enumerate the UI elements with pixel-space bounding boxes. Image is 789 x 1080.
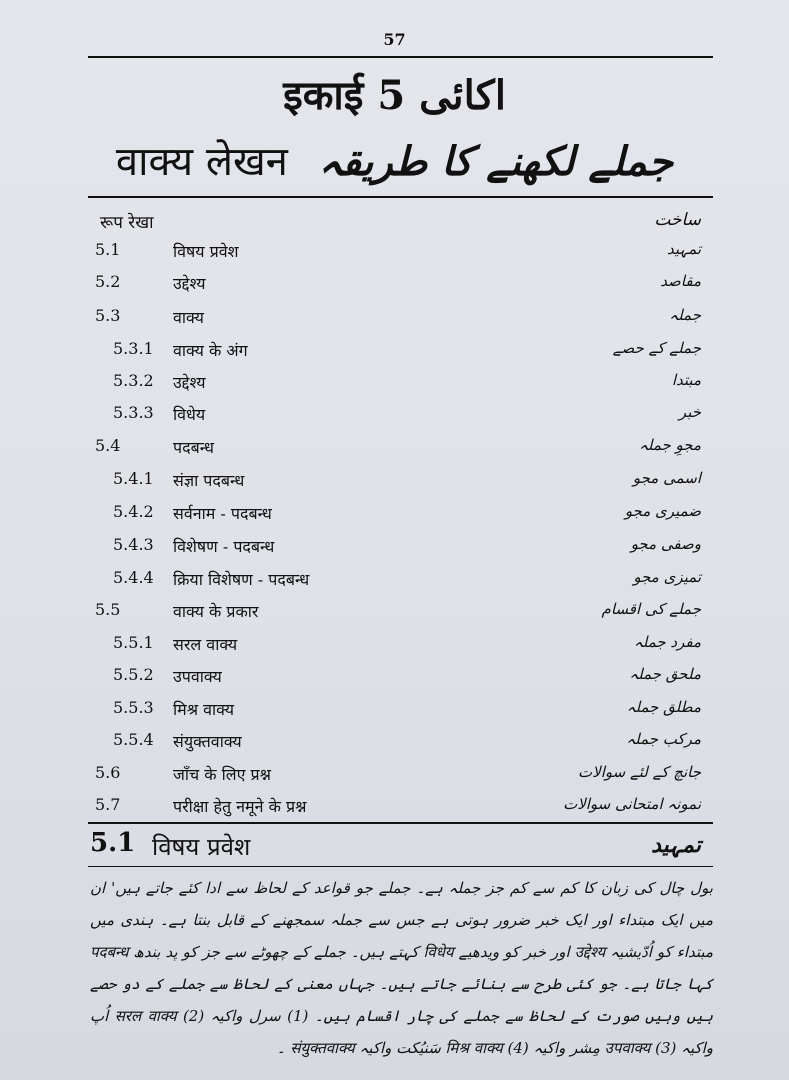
toc-label-urdu: خبر xyxy=(678,403,701,421)
section-bottom-rule xyxy=(88,866,713,867)
toc-row xyxy=(0,502,789,528)
page-number: 57 xyxy=(383,30,406,49)
toc-number: 5.5.1 xyxy=(113,633,154,652)
toc-label-hindi: वाक्य के प्रकार xyxy=(173,602,259,621)
toc-number: 5.3 xyxy=(95,306,121,325)
toc-row xyxy=(0,633,789,659)
header-rule xyxy=(88,56,713,58)
toc-label-hindi: जाँच के लिए प्रश्न xyxy=(173,765,271,784)
chapter-title-urdu: جملے لکھنے کا طریقہ xyxy=(318,138,674,185)
toc-row xyxy=(0,436,789,462)
toc-label-hindi: उपवाक्य xyxy=(173,667,222,686)
toc-label-urdu: مبتدا xyxy=(671,371,701,389)
toc-number: 5.5.4 xyxy=(113,730,154,749)
toc-label-hindi: वाक्य के अंग xyxy=(173,341,248,360)
toc-label-urdu: جملے کی اقسام xyxy=(601,600,701,618)
toc-number: 5.3.2 xyxy=(113,371,154,390)
toc-label-hindi: उद्देश्य xyxy=(173,373,206,392)
toc-label-hindi: संयुक्तवाक्य xyxy=(173,732,242,751)
toc-row xyxy=(0,240,789,266)
outline-heading-hindi: रूप रेखा xyxy=(100,213,154,233)
toc-label-urdu: اسمی مجو xyxy=(632,469,701,487)
toc-number: 5.4.3 xyxy=(113,535,154,554)
intro-paragraph: بول چال کی زبان کا کم سے کم جز جملہ ہے۔ جملے جو قواعد کے لحاظ سے ادا کئے جاتے ہیں' ان میں ایک مبتداء اور ایک خبر ضرور ہوتی ہے جس سے جملہ سمجھنے کے قابل بنتا ہے۔ ہندی میں مبتداء کو اُدّیشیہ उद्देश्य اور خبر کو ویدھیے विधेय کہتے ہیں۔ جملے کے چھوٹے سے جز کو پد بندھ पदबन्ध کہا جاتا ہے۔ جو کئی طرح سے بنائے جاتے ہیں۔ جہاں معنی کے لحاظ سے جملے کے دو حصے ہیں وہیں صورت کے لحاظ سے جملے کی چار اقسام ہیں۔ (1) سرل واکیہ सरल वाक्य (2) اُپ واکیہ उपवाक्य (3) مِشر واکیہ मिश्र वाक्य (4) سَنیُکت واکیہ संयुक्तवाक्य ۔ xyxy=(90,879,713,1057)
toc-label-hindi: संज्ञा पदबन्ध xyxy=(173,471,245,490)
toc-number: 5.5.3 xyxy=(113,698,154,717)
toc-number: 5.3.3 xyxy=(113,403,154,422)
toc-label-hindi: विषय प्रवेश xyxy=(173,242,239,261)
toc-row xyxy=(0,306,789,332)
toc-row xyxy=(0,272,789,298)
toc-row xyxy=(0,403,789,429)
toc-label-hindi: विशेषण - पदबन्ध xyxy=(173,537,275,556)
section-top-rule xyxy=(88,822,713,824)
toc-label-urdu: مرکب جملہ xyxy=(626,730,701,748)
toc-row xyxy=(0,469,789,495)
toc-label-hindi: पदबन्ध xyxy=(173,438,214,457)
section-title-urdu: تمہید xyxy=(651,832,701,858)
chapter-title-hindi: वाक्य लेखन xyxy=(115,139,288,185)
toc-row xyxy=(0,600,789,626)
section-title-hindi: विषय प्रवेश xyxy=(152,833,251,861)
toc-label-urdu: جملہ xyxy=(669,306,701,324)
toc-label-urdu: جانچ کے لئے سوالات xyxy=(578,763,701,781)
toc-number: 5.1 xyxy=(95,240,121,259)
toc-label-hindi: वाक्य xyxy=(173,308,204,327)
toc-label-urdu: جملے کے حصے xyxy=(612,339,701,357)
toc-number: 5.4.1 xyxy=(113,469,154,488)
toc-label-urdu: نمونہ امتحانی سوالات xyxy=(563,795,701,813)
toc-row xyxy=(0,795,789,821)
toc-row xyxy=(0,730,789,756)
toc-row xyxy=(0,568,789,594)
outline-heading-urdu: ساخت xyxy=(654,210,701,230)
toc-label-hindi: उद्देश्य xyxy=(173,274,206,293)
toc-row xyxy=(0,698,789,724)
toc-label-hindi: सरल वाक्य xyxy=(173,635,238,654)
toc-row xyxy=(0,371,789,397)
chapter-title xyxy=(0,136,789,188)
toc-label-hindi: सर्वनाम - पदबन्ध xyxy=(173,504,272,523)
toc-number: 5.4.4 xyxy=(113,568,154,587)
toc-label-urdu: ملحق جملہ xyxy=(629,665,701,683)
toc-number: 5.5.2 xyxy=(113,665,154,684)
toc-number: 5.4 xyxy=(95,436,121,455)
section-number: 5.1 xyxy=(90,828,136,858)
toc-label-urdu: مجوِ جملہ xyxy=(639,436,701,454)
toc-number: 5.7 xyxy=(95,795,121,814)
toc-number: 5.4.2 xyxy=(113,502,154,521)
toc-label-hindi: परीक्षा हेतु नमूने के प्रश्न xyxy=(173,797,307,816)
toc-row xyxy=(0,535,789,561)
toc-label-hindi: मिश्र वाक्य xyxy=(173,700,235,719)
toc-label-hindi: विधेय xyxy=(173,405,206,424)
title-rule xyxy=(88,196,713,198)
toc-label-urdu: تمہید xyxy=(666,240,701,258)
toc-row xyxy=(0,665,789,691)
toc-row xyxy=(0,339,789,365)
toc-label-hindi: क्रिया विशेषण - पदबन्ध xyxy=(173,570,310,589)
toc-number: 5.2 xyxy=(95,272,121,291)
toc-number: 5.5 xyxy=(95,600,121,619)
toc-label-urdu: مفرد جملہ xyxy=(633,633,701,651)
toc-row xyxy=(0,763,789,789)
toc-label-urdu: مطلق جملہ xyxy=(626,698,701,716)
toc-label-urdu: مقاصد xyxy=(660,272,701,290)
toc-label-urdu: ضمیری مجو xyxy=(624,502,701,520)
toc-number: 5.3.1 xyxy=(113,339,154,358)
toc-label-urdu: تمیزی مجو xyxy=(633,568,701,586)
toc-number: 5.6 xyxy=(95,763,121,782)
toc-label-urdu: وصفی مجو xyxy=(630,535,701,553)
unit-title: इकाई 5 اکائی xyxy=(283,72,506,119)
